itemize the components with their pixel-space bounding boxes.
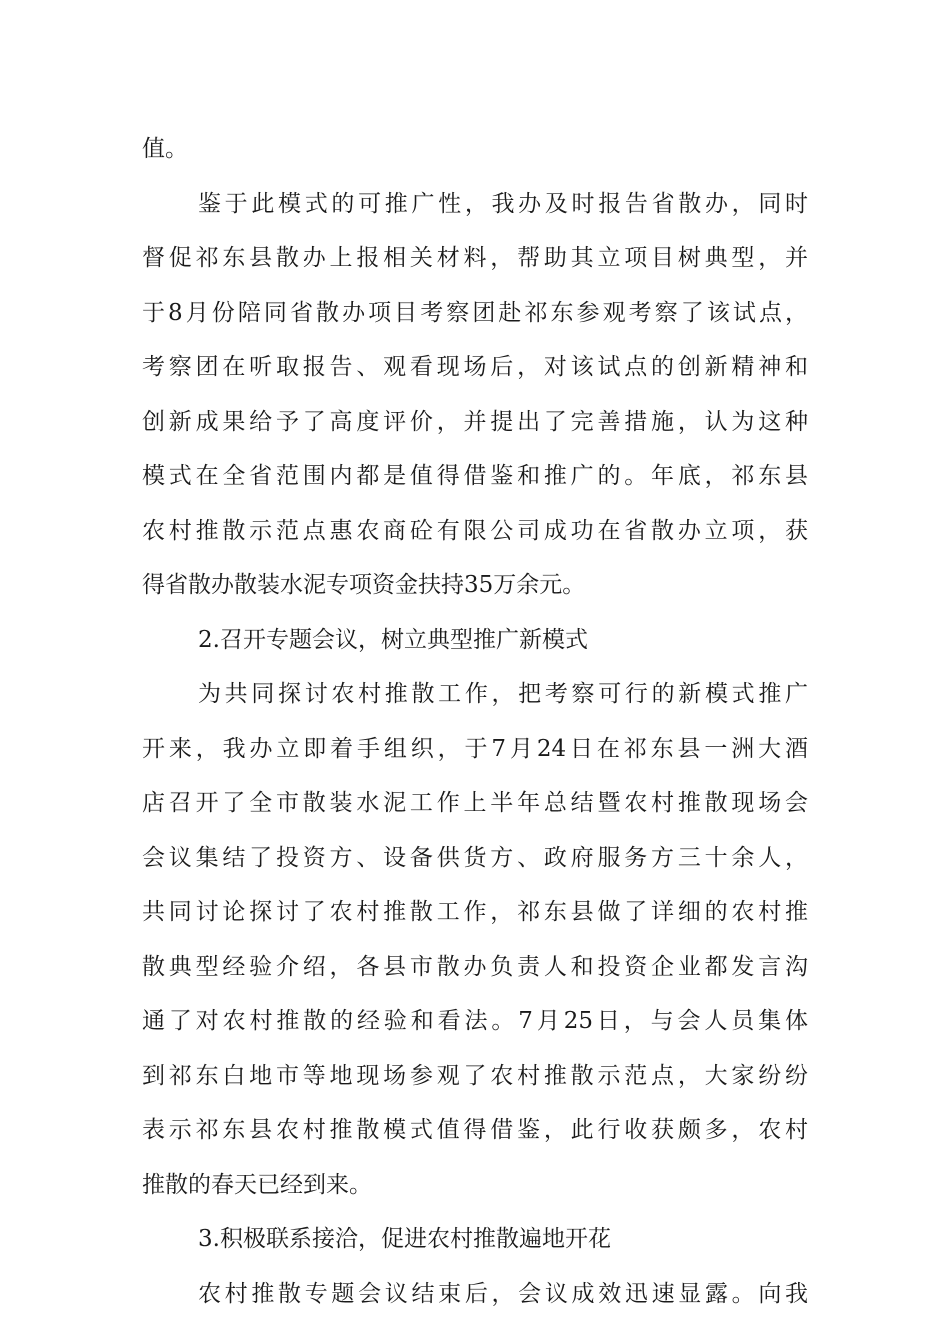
text-line: 通了对农村推散的经验和看法。7月25日，与会人员集体 bbox=[142, 1008, 808, 1034]
text-line: 农村推散专题会议结束后，会议成效迅速显露。向我 bbox=[198, 1280, 808, 1307]
text-line: 于8月份陪同省散办项目考察团赴祁东参观考察了该试点， bbox=[142, 299, 808, 326]
text-line: 得省散办散装水泥专项资金扶持35万余元。 bbox=[142, 572, 586, 598]
section-heading: 2.召开专题会议，树立典型推广新模式 bbox=[198, 626, 588, 653]
section-heading: 3.积极联系接洽，促进农村推散遍地开花 bbox=[198, 1226, 611, 1252]
text-line: 散典型经验介绍，各县市散办负责人和投资企业都发言沟 bbox=[142, 953, 808, 980]
text-line: 为共同探讨农村推散工作，把考察可行的新模式推广 bbox=[198, 681, 808, 707]
text-line: 共同讨论探讨了农村推散工作，祁东县做了详细的农村推 bbox=[142, 899, 808, 925]
text-line: 创新成果给予了高度评价，并提出了完善措施，认为这种 bbox=[142, 408, 808, 435]
text-line: 值。 bbox=[142, 136, 188, 162]
text-line: 店召开了全市散装水泥工作上半年总结暨农村推散现场会 bbox=[142, 790, 808, 816]
text-line: 鉴于此模式的可推广性，我办及时报告省散办，同时 bbox=[198, 190, 808, 217]
text-line: 会议集结了投资方、设备供货方、政府服务方三十余人， bbox=[142, 844, 808, 871]
text-line: 表示祁东县农村推散模式值得借鉴，此行收获颇多，农村 bbox=[142, 1117, 808, 1143]
text-line: 到祁东白地市等地现场参观了农村推散示范点，大家纷纷 bbox=[142, 1062, 808, 1089]
text-line: 开来，我办立即着手组织，于7月24日在祁东县一洲大酒 bbox=[142, 735, 808, 762]
text-line: 农村推散示范点惠农商砼有限公司成功在省散办立项，获 bbox=[142, 517, 808, 544]
text-line: 督促祁东县散办上报相关材料，帮助其立项目树典型，并 bbox=[142, 245, 808, 271]
text-line: 模式在全省范围内都是值得借鉴和推广的。年底，祁东县 bbox=[142, 463, 808, 489]
text-line: 推散的春天已经到来。 bbox=[142, 1171, 372, 1198]
document-body bbox=[142, 122, 808, 1321]
text-line: 考察团在听取报告、观看现场后，对该试点的创新精神和 bbox=[142, 354, 808, 380]
